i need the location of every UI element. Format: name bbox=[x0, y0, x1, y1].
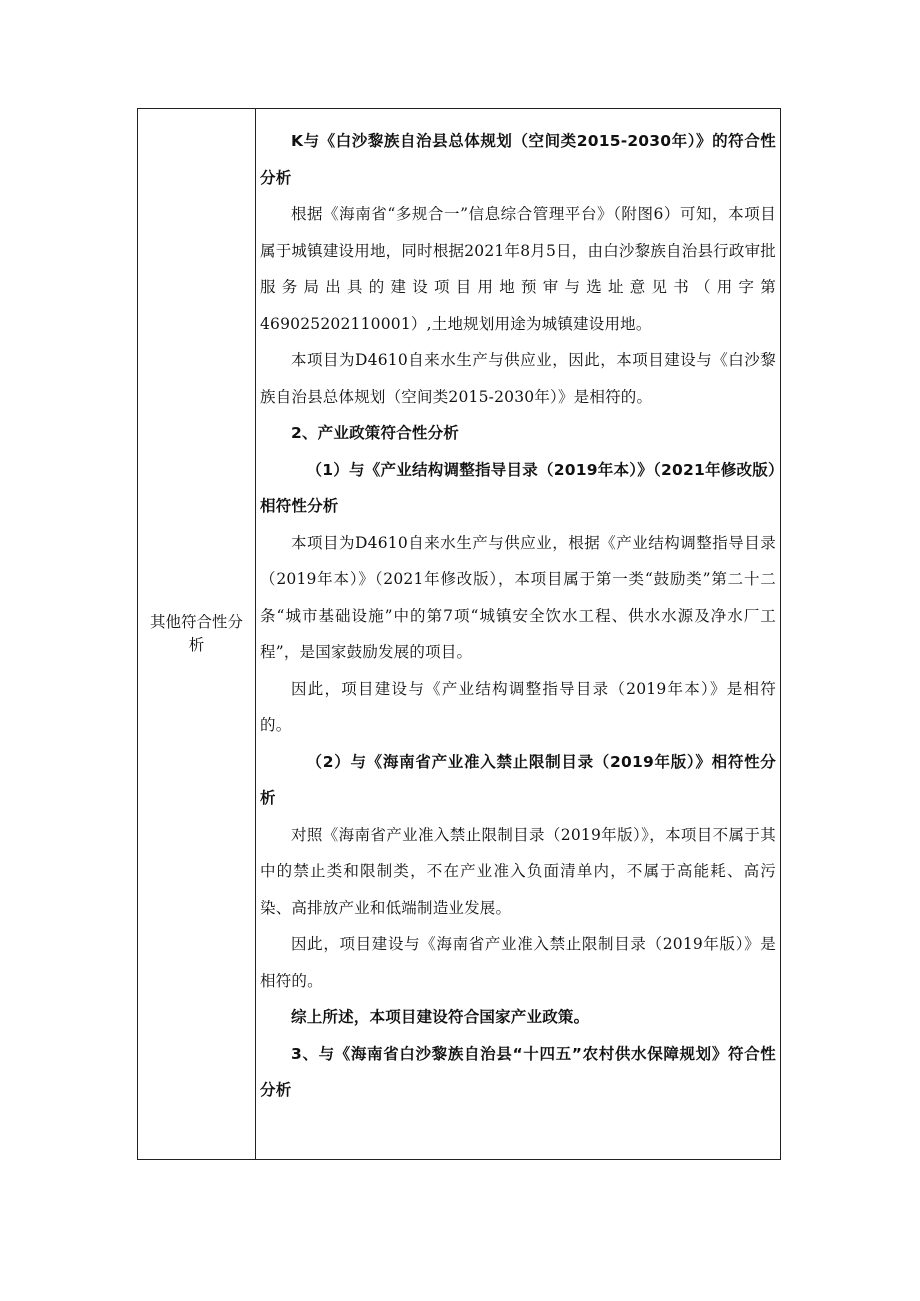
paragraph: 根据《海南省“多规合一”信息综合管理平台》（附图6）可知，本项目属于城镇建设用地，同时根据2021年8月5日，由白沙黎族自治县行政审批服务局出具的建设项目用地预审与选址意见书（用字第469025202110001）,土地规划用途为城镇建设用地。 bbox=[260, 205, 776, 333]
summary-statement: 综上所述，本项目建设符合国家产业政策。 bbox=[291, 1008, 590, 1026]
paragraph: 本项目为D4610自来水生产与供应业，根据《产业结构调整指导目录（2019年本）》（2021年修改版），本项目属于第一类“鼓励类”第二十二条“城市基础设施”中的第7项“城镇安全饮水工程、供水水源及净水厂工程”，是国家鼓励发展的项目。 bbox=[260, 533, 776, 661]
paragraph: 对照《海南省产业准入禁止限制目录（2019年版）》，本项目不属于其中的禁止类和限制类，不在产业准入负面清单内，不属于高能耗、高污染、高排放产业和低端制造业发展。 bbox=[260, 825, 776, 917]
heading-water-supply-plan: 3、与《海南省白沙黎族自治县“十四五”农村供水保障规划》符合性分析 bbox=[260, 1044, 776, 1099]
heading-industrial-policy: 2、产业政策符合性分析 bbox=[291, 424, 459, 442]
paragraph: 因此，项目建设与《产业结构调整指导目录（2019年本）》是相符的。 bbox=[260, 679, 776, 734]
subheading-hainan-catalog: （2）与《海南省产业准入禁止限制目录（2019年版）》相符性分析 bbox=[260, 752, 776, 807]
paragraph: 因此，项目建设与《海南省产业准入禁止限制目录（2019年版）》是相符的。 bbox=[260, 935, 776, 990]
paragraph: 本项目为D4610自来水生产与供应业，因此，本项目建设与《白沙黎族自治县总体规划（空间类2015-2030年）》是相符的。 bbox=[260, 351, 776, 406]
subheading-catalog-2019: （1）与《产业结构调整指导目录（2019年本）》（2021年修改版）相符性分析 bbox=[260, 460, 776, 515]
left-label-cell bbox=[138, 109, 256, 1159]
heading-master-plan: K与《白沙黎族自治县总体规划（空间类2015-2030年）》的符合性分析 bbox=[260, 132, 776, 187]
content-cell bbox=[256, 109, 780, 1159]
analysis-table bbox=[137, 108, 781, 1160]
left-label: 其他符合性分析 bbox=[149, 613, 243, 654]
